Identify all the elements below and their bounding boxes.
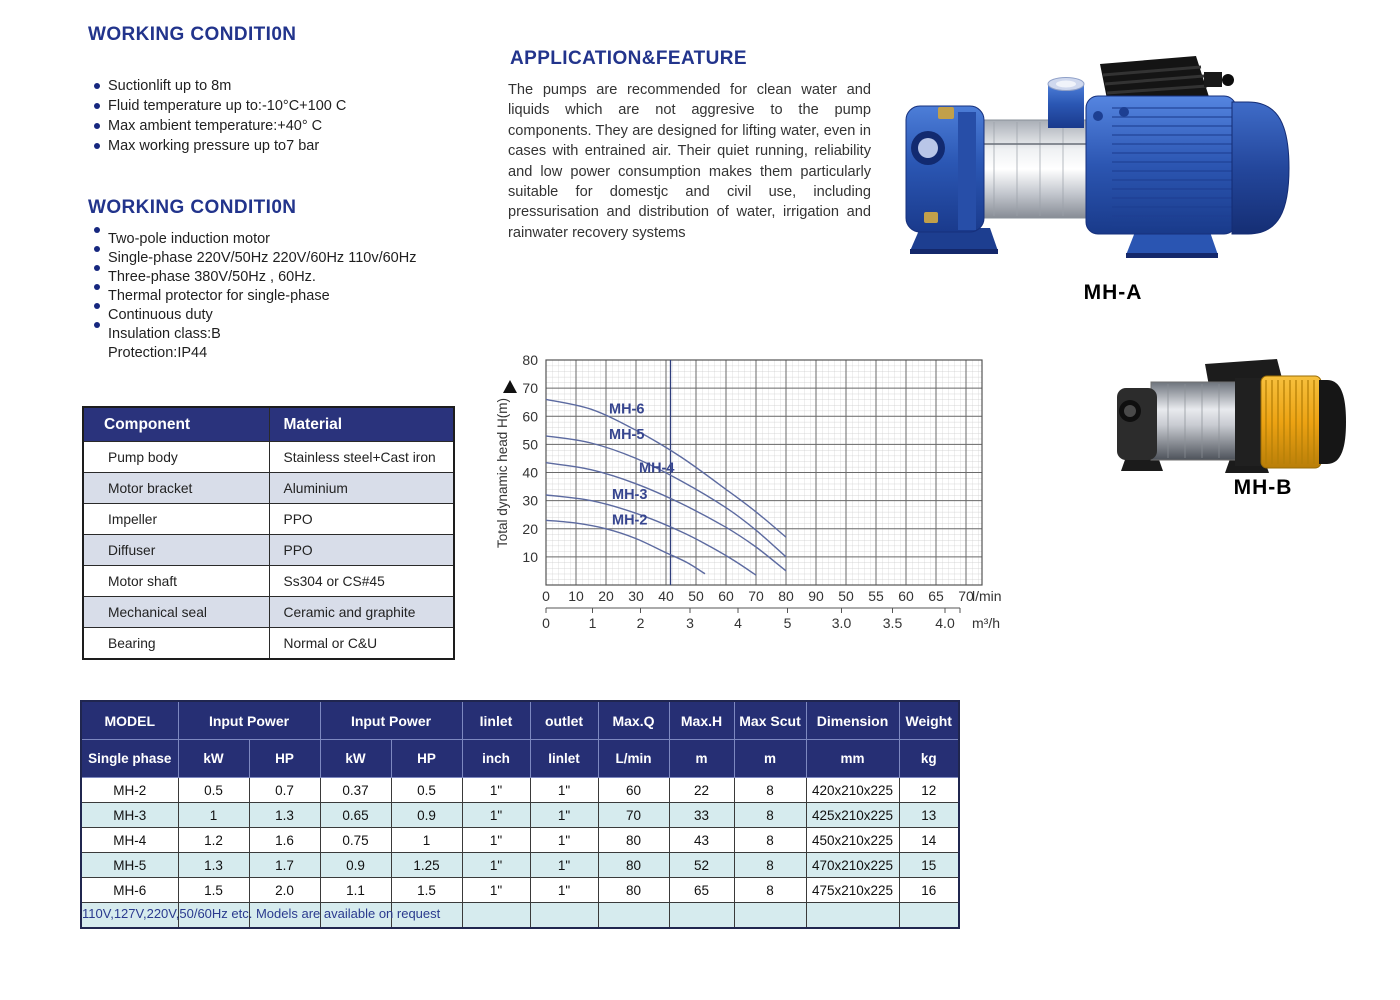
bullet-item: Single-phase 220V/50Hz 220V/60Hz 110v/60Hz bbox=[92, 249, 416, 268]
component-row bbox=[83, 504, 454, 535]
application-feature-title: APPLICATION&FEATURE bbox=[510, 48, 748, 69]
spec-value-cell: 1" bbox=[462, 878, 530, 903]
rect bbox=[1235, 378, 1263, 466]
component-row bbox=[83, 442, 454, 473]
sub-hp-2: HP bbox=[391, 740, 462, 778]
pump-photo-mh-b bbox=[1113, 354, 1348, 476]
spec-value-cell: 1.6 bbox=[249, 828, 320, 853]
spec-value-cell: 1 bbox=[178, 803, 249, 828]
spec-value-cell: 1" bbox=[530, 803, 598, 828]
x2-tick-label: 2 bbox=[636, 615, 645, 631]
sub-m-2: m bbox=[734, 740, 806, 778]
y-axis-label: Total dynamic head H(m) bbox=[495, 397, 510, 549]
spec-value-cell bbox=[806, 903, 899, 929]
sub-hp-1: HP bbox=[249, 740, 320, 778]
circle bbox=[1119, 107, 1129, 117]
thead bbox=[81, 701, 959, 778]
rect bbox=[958, 112, 976, 230]
spec-row bbox=[81, 803, 959, 828]
col-max-h: Max.H bbox=[669, 701, 734, 740]
spec-value-cell: 12 bbox=[899, 778, 959, 803]
bullet-item: Thermal protector for single-phase bbox=[92, 287, 416, 306]
bullet-item: Two-pole induction motor bbox=[92, 230, 416, 249]
material-cell: PPO bbox=[269, 535, 454, 566]
curve-label-MH-4: MH-4 bbox=[639, 460, 675, 477]
x1-tick-label: 65 bbox=[928, 588, 944, 604]
component-row bbox=[83, 473, 454, 504]
working-condition-1-list bbox=[92, 76, 346, 156]
x1-tick-label: 50 bbox=[688, 588, 704, 604]
component-row bbox=[83, 597, 454, 628]
circle bbox=[1093, 111, 1103, 121]
spec-value-cell bbox=[669, 903, 734, 929]
material-header: Material bbox=[269, 407, 454, 442]
sub-inch: inch bbox=[462, 740, 530, 778]
curve-label-MH-6: MH-6 bbox=[609, 401, 645, 418]
y-tick-label: 70 bbox=[522, 380, 538, 397]
component-cell: Impeller bbox=[83, 504, 269, 535]
working-condition-1-title: WORKING CONDITI0N bbox=[88, 24, 297, 45]
path bbox=[1319, 380, 1346, 464]
spec-value-cell: 8 bbox=[734, 803, 806, 828]
component-header: Component bbox=[83, 407, 269, 442]
spec-value-cell: 14 bbox=[899, 828, 959, 853]
spec-value-cell: 1" bbox=[530, 878, 598, 903]
spec-value-cell: 0.5 bbox=[178, 778, 249, 803]
y-tick-label: 50 bbox=[522, 436, 538, 453]
component-row bbox=[83, 535, 454, 566]
spec-value-cell: 8 bbox=[734, 778, 806, 803]
spec-value-cell: 1.3 bbox=[249, 803, 320, 828]
circle bbox=[1222, 74, 1234, 86]
rect bbox=[1126, 253, 1218, 258]
bullet-item: Suctionlift up to 8m bbox=[92, 76, 346, 96]
spec-value-cell: 1" bbox=[530, 778, 598, 803]
sub-single-phase: Single phase bbox=[81, 740, 178, 778]
spec-value-cell: 1.25 bbox=[391, 853, 462, 878]
working-condition-2-list bbox=[92, 230, 416, 363]
bullet-item: Protection:IP44 bbox=[108, 345, 208, 361]
rect bbox=[924, 212, 938, 223]
col-input-power-1: Input Power bbox=[178, 701, 320, 740]
sub-inlet: Iinlet bbox=[530, 740, 598, 778]
spec-value-cell: 470x210x225 bbox=[806, 853, 899, 878]
bullet-item: Max ambient temperature:+40° C bbox=[92, 116, 346, 136]
spec-model-cell: MH-3 bbox=[81, 803, 178, 828]
circle bbox=[1124, 405, 1136, 417]
x1-tick-label: 70 bbox=[958, 588, 974, 604]
spec-value-cell: 80 bbox=[598, 828, 669, 853]
spec-value-cell: 425x210x225 bbox=[806, 803, 899, 828]
spec-value-cell: 0.65 bbox=[320, 803, 391, 828]
col-outlet: outlet bbox=[530, 701, 598, 740]
x2-tick-label: 5 bbox=[783, 615, 792, 631]
spec-value-cell: 1" bbox=[462, 778, 530, 803]
rect bbox=[1151, 382, 1239, 460]
spec-value-cell: 0.37 bbox=[320, 778, 391, 803]
x1-tick-label: 60 bbox=[718, 588, 734, 604]
x2-tick-label: 3 bbox=[686, 615, 694, 631]
spec-value-cell: 1.5 bbox=[178, 878, 249, 903]
component-table-header-row bbox=[83, 407, 454, 442]
spec-value-cell: 1" bbox=[530, 853, 598, 878]
spec-value-cell: 80 bbox=[598, 878, 669, 903]
component-cell: Motor bracket bbox=[83, 473, 269, 504]
pump-a-label: MH-A bbox=[1083, 281, 1143, 304]
spec-value-cell: 70 bbox=[598, 803, 669, 828]
path bbox=[1126, 232, 1218, 255]
x2-tick-label: 0 bbox=[542, 615, 550, 631]
spec-value-cell: 1.2 bbox=[178, 828, 249, 853]
thead bbox=[83, 407, 454, 442]
spec-model-cell: MH-6 bbox=[81, 878, 178, 903]
y-tick-label: 30 bbox=[522, 492, 538, 509]
spec-value-cell: 65 bbox=[669, 878, 734, 903]
curve-label-MH-3: MH-3 bbox=[612, 487, 648, 504]
x1-unit-label: l/min bbox=[972, 588, 1002, 604]
working-condition-2-title: WORKING CONDITI0N bbox=[88, 197, 297, 218]
spec-value-cell bbox=[530, 903, 598, 929]
y-tick-label: 60 bbox=[522, 408, 538, 425]
spec-value-cell: 0.75 bbox=[320, 828, 391, 853]
bullet-item: Max working pressure up to7 bar bbox=[92, 136, 346, 156]
spec-value-cell: 0.7 bbox=[249, 778, 320, 803]
material-cell: Ceramic and graphite bbox=[269, 597, 454, 628]
spec-value-cell: 1 bbox=[391, 828, 462, 853]
col-max-q: Max.Q bbox=[598, 701, 669, 740]
application-feature-paragraph: The pumps are recommended for clean water and liquids which are not aggresive to the pump components. They are designed for lifting water, even in cases with entrained air. Their quiet running, reliability and low power consumption makes them particularly suitable for domestjc and civil use, including pressurisation and distribution of water, irrigation and rainwater recovery systems bbox=[508, 82, 871, 241]
circle bbox=[918, 138, 938, 158]
material-cell: Aluminium bbox=[269, 473, 454, 504]
x1-tick-label: 0 bbox=[542, 588, 550, 604]
x2-tick-label: 3.0 bbox=[831, 615, 852, 631]
x1-tick-label: 20 bbox=[598, 588, 614, 604]
bullet-item: Fluid temperature up to:-10°C+100 C bbox=[92, 96, 346, 116]
spec-row bbox=[81, 853, 959, 878]
component-cell: Mechanical seal bbox=[83, 597, 269, 628]
x1-tick-label: 50 bbox=[838, 588, 854, 604]
y-tick-label: 20 bbox=[522, 520, 538, 537]
spec-row bbox=[81, 878, 959, 903]
x1-tick-label: 90 bbox=[808, 588, 824, 604]
spec-value-cell: 1.7 bbox=[249, 853, 320, 878]
y-tick-label: 80 bbox=[522, 352, 538, 368]
spec-value-cell: 420x210x225 bbox=[806, 778, 899, 803]
spec-value-cell: 80 bbox=[598, 853, 669, 878]
spec-value-cell: 1.5 bbox=[391, 878, 462, 903]
spec-value-cell: 0.5 bbox=[391, 778, 462, 803]
spec-value-cell: 0.9 bbox=[320, 853, 391, 878]
material-cell: Stainless steel+Cast iron bbox=[269, 442, 454, 473]
component-cell: Diffuser bbox=[83, 535, 269, 566]
spec-value-cell: 1" bbox=[462, 828, 530, 853]
y-tick-label: 40 bbox=[522, 464, 538, 481]
bullet-item: Insulation class:B bbox=[92, 325, 416, 344]
x2-tick-label: 3.5 bbox=[882, 615, 903, 631]
x2-tick-label: 4.0 bbox=[935, 615, 955, 631]
x2-unit-label: m³/h bbox=[972, 615, 1000, 631]
col-input-power-2: Input Power bbox=[320, 701, 462, 740]
sub-lmin: L/min bbox=[598, 740, 669, 778]
bullet-item: Three-phase 380V/50Hz , 60Hz. bbox=[92, 268, 416, 287]
component-material-table bbox=[82, 406, 455, 660]
col-inlet: Iinlet bbox=[462, 701, 530, 740]
spec-value-cell: 1.1 bbox=[320, 878, 391, 903]
triangle-marker bbox=[503, 380, 517, 393]
sub-mm: mm bbox=[806, 740, 899, 778]
spec-value-cell bbox=[899, 903, 959, 929]
performance-chart bbox=[480, 345, 1025, 645]
spec-value-cell: 33 bbox=[669, 803, 734, 828]
col-max-scut: Max Scut bbox=[734, 701, 806, 740]
spec-value-cell: 450x210x225 bbox=[806, 828, 899, 853]
path bbox=[1232, 102, 1289, 234]
ellipse bbox=[1056, 81, 1076, 88]
spec-value-cell bbox=[734, 903, 806, 929]
curve-label-MH-2: MH-2 bbox=[612, 512, 648, 529]
curve-label-MH-5: MH-5 bbox=[609, 426, 645, 443]
sub-m-1: m bbox=[669, 740, 734, 778]
component-row bbox=[83, 628, 454, 660]
rect bbox=[938, 107, 954, 119]
sub-kg: kg bbox=[899, 740, 959, 778]
bullet-item: Continuous duty bbox=[92, 306, 416, 325]
x2-tick-label: 4 bbox=[734, 615, 742, 631]
spec-value-cell: 1" bbox=[530, 828, 598, 853]
spec-table bbox=[80, 700, 960, 929]
component-cell: Pump body bbox=[83, 442, 269, 473]
x1-tick-label: 55 bbox=[868, 588, 884, 604]
spec-model-cell: MH-2 bbox=[81, 778, 178, 803]
x1-tick-label: 40 bbox=[658, 588, 674, 604]
x1-tick-label: 80 bbox=[778, 588, 794, 604]
spec-value-cell: 475x210x225 bbox=[806, 878, 899, 903]
spec-value-cell: 60 bbox=[598, 778, 669, 803]
col-dimension: Dimension bbox=[806, 701, 899, 740]
spec-value-cell: 8 bbox=[734, 853, 806, 878]
sub-kw-1: kW bbox=[178, 740, 249, 778]
x1-tick-label: 70 bbox=[748, 588, 764, 604]
spec-value-cell: 1" bbox=[462, 803, 530, 828]
spec-row bbox=[81, 778, 959, 803]
component-table-body bbox=[83, 442, 454, 660]
spec-value-cell: 13 bbox=[899, 803, 959, 828]
rect bbox=[1204, 72, 1222, 87]
rect bbox=[1117, 388, 1157, 460]
x1-tick-label: 60 bbox=[898, 588, 914, 604]
spec-value-cell: 16 bbox=[899, 878, 959, 903]
spec-value-cell: 43 bbox=[669, 828, 734, 853]
spec-value-cell: 8 bbox=[734, 828, 806, 853]
rect bbox=[1112, 102, 1232, 228]
spec-value-cell: 52 bbox=[669, 853, 734, 878]
col-weight: Weight bbox=[899, 701, 959, 740]
footer-note: 110V,127V,220V,50/60Hz etc. Models are available on request bbox=[82, 906, 441, 921]
y-tick-label: 10 bbox=[522, 548, 538, 565]
x2-tick-label: 1 bbox=[588, 615, 597, 631]
material-cell: Normal or C&U bbox=[269, 628, 454, 660]
rect bbox=[910, 249, 998, 254]
spec-row bbox=[81, 828, 959, 853]
spec-value-cell: 22 bbox=[669, 778, 734, 803]
spec-value-cell: 15 bbox=[899, 853, 959, 878]
pump-photo-mh-a bbox=[898, 50, 1293, 270]
col-model: MODEL bbox=[81, 701, 178, 740]
spec-model-cell: MH-4 bbox=[81, 828, 178, 853]
spec-value-cell: 1.3 bbox=[178, 853, 249, 878]
spec-model-cell: MH-5 bbox=[81, 853, 178, 878]
spec-header-row-1 bbox=[81, 701, 959, 740]
material-cell: PPO bbox=[269, 504, 454, 535]
x1-tick-label: 10 bbox=[568, 588, 584, 604]
pump-b-label: MH-B bbox=[1233, 476, 1293, 499]
sub-kw-2: kW bbox=[320, 740, 391, 778]
spec-value-cell: 0.9 bbox=[391, 803, 462, 828]
component-cell: Bearing bbox=[83, 628, 269, 660]
spec-header-row-2 bbox=[81, 740, 959, 778]
spec-value-cell: 1" bbox=[462, 853, 530, 878]
x1-tick-label: 30 bbox=[628, 588, 644, 604]
spec-value-cell bbox=[462, 903, 530, 929]
spec-value-cell: 2.0 bbox=[249, 878, 320, 903]
spec-value-cell bbox=[598, 903, 669, 929]
rect bbox=[1265, 380, 1317, 464]
spec-value-cell: 8 bbox=[734, 878, 806, 903]
component-cell: Motor shaft bbox=[83, 566, 269, 597]
component-row bbox=[83, 566, 454, 597]
material-cell: Ss304 or CS#45 bbox=[269, 566, 454, 597]
performance-chart-svg bbox=[480, 345, 1025, 645]
